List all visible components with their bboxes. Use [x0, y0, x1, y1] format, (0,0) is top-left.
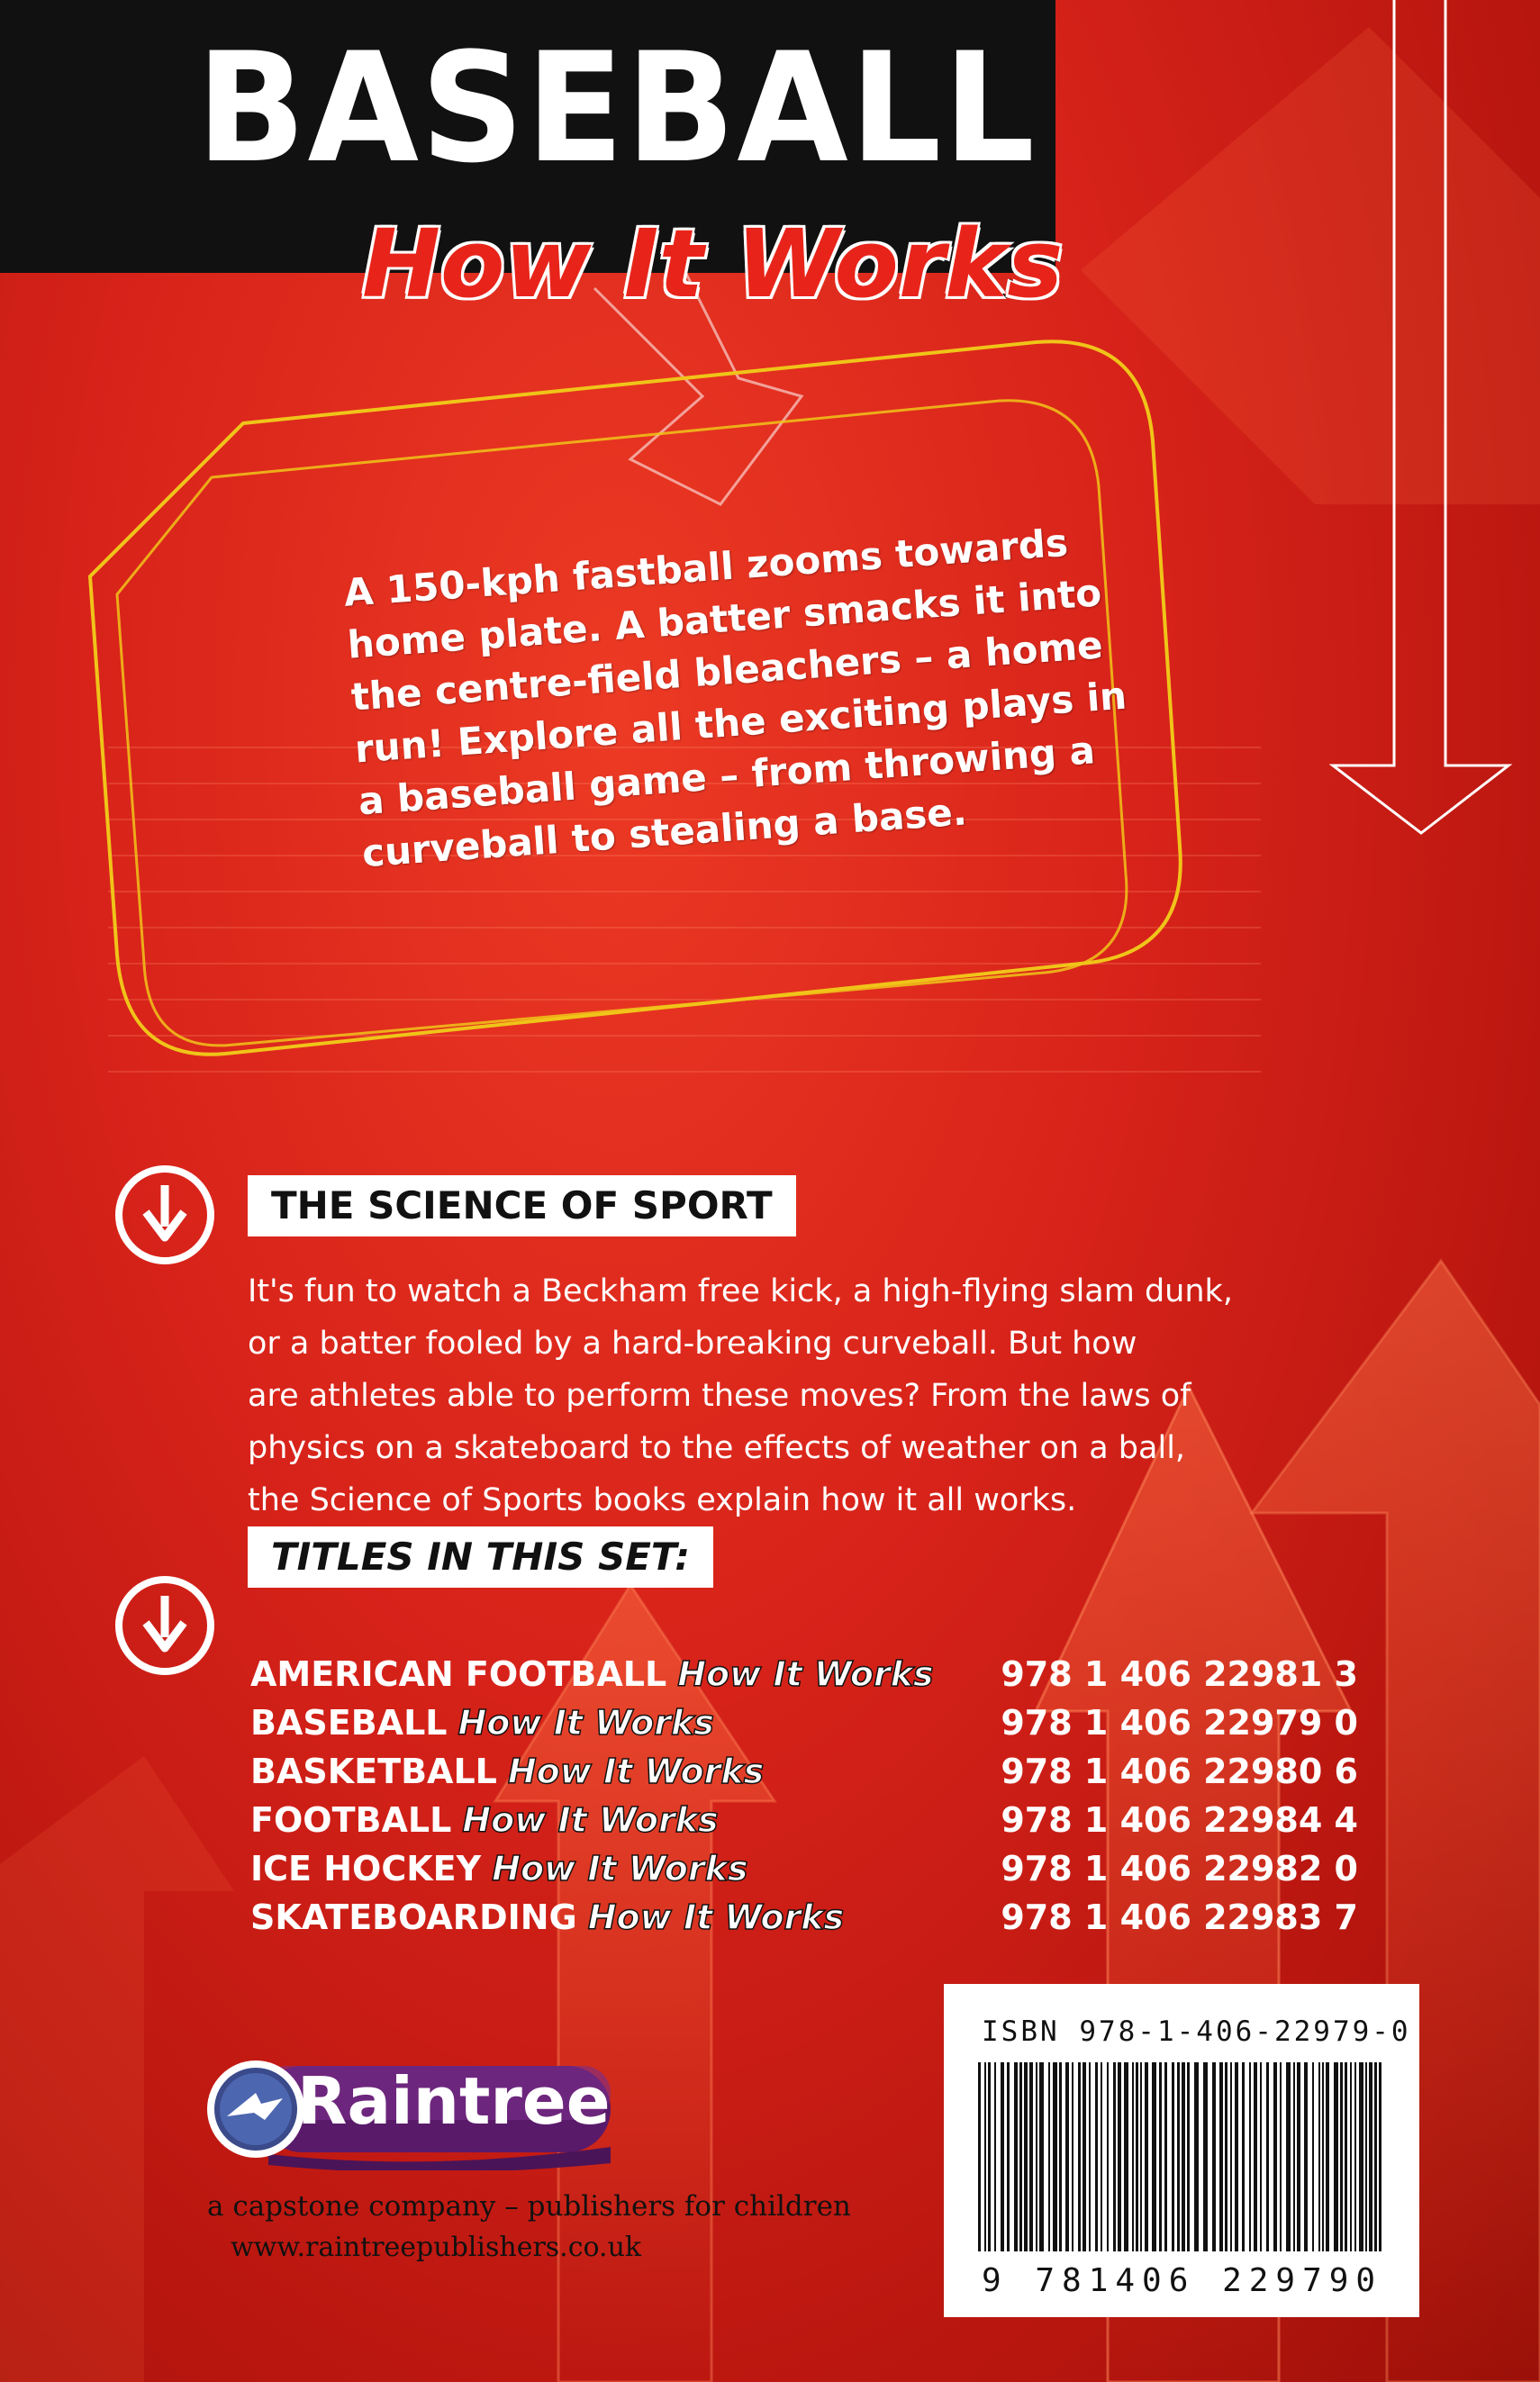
- barcode-bar: [1024, 2062, 1028, 2251]
- barcode-bar: [1072, 2062, 1073, 2251]
- barcode-bar: [1029, 2062, 1033, 2251]
- barcode-bar: [1304, 2062, 1308, 2251]
- title-name: FOOTBALL: [250, 1800, 452, 1840]
- barcode-bar: [1359, 2062, 1363, 2251]
- title-series: How It Works: [677, 1654, 934, 1694]
- barcode-bar: [1354, 2062, 1356, 2251]
- barcode-bar: [1083, 2062, 1086, 2251]
- barcode-bar: [1286, 2062, 1291, 2251]
- barcode-bar: [1194, 2062, 1199, 2251]
- publisher-url[interactable]: www.raintreepublishers.co.uk: [231, 2232, 642, 2263]
- barcode-bar: [1326, 2062, 1329, 2251]
- barcode-bar: [1113, 2062, 1116, 2251]
- title-series: How It Works: [587, 1897, 845, 1937]
- title-name: AMERICAN FOOTBALL: [250, 1654, 667, 1694]
- barcode-bar: [1230, 2062, 1232, 2251]
- barcode-bar: [1219, 2062, 1223, 2251]
- barcode-bar: [1334, 2062, 1338, 2251]
- barcode-bar: [1053, 2062, 1057, 2251]
- science-line: or a batter fooled by a hard-breaking curveball. But how: [248, 1326, 1137, 1362]
- title-name: BASEBALL: [250, 1703, 448, 1743]
- title-isbn: 978 1 406 22984 4: [1001, 1800, 1358, 1840]
- title-isbn: 978 1 406 22980 6: [1001, 1752, 1358, 1791]
- barcode-bar: [1260, 2062, 1262, 2251]
- science-heading: THE SCIENCE OF SPORT: [248, 1175, 796, 1236]
- barcode-bar: [1118, 2062, 1121, 2251]
- science-line: physics on a skateboard to the effects of weather on a ball,: [248, 1430, 1186, 1466]
- title-row: [250, 1844, 1358, 1893]
- barcode-bar: [1095, 2062, 1098, 2251]
- barcode-bar: [1318, 2062, 1320, 2251]
- science-line: are athletes able to perform these moves? From the laws of: [248, 1378, 1191, 1414]
- book-title: BASEBALL: [196, 20, 1037, 196]
- title-isbn: 978 1 406 22981 3: [1001, 1654, 1358, 1694]
- barcode-bar: [1340, 2062, 1343, 2251]
- barcode-bar: [1345, 2062, 1347, 2251]
- science-line: the Science of Sports books explain how it all works.: [248, 1482, 1077, 1518]
- barcode-bar: [1182, 2062, 1185, 2251]
- barcode-bar: [1312, 2062, 1314, 2251]
- barcode-bar: [1365, 2062, 1367, 2251]
- title-isbn: 978 1 406 22983 7: [1001, 1897, 1358, 1937]
- title-row: [250, 1698, 1358, 1747]
- barcode-bar: [978, 2062, 981, 2251]
- publisher-tagline: a capstone company – publishers for children: [207, 2190, 851, 2223]
- barcode-bar: [1203, 2062, 1208, 2251]
- barcode-bar: [1164, 2062, 1167, 2251]
- barcode-bar: [1059, 2062, 1062, 2251]
- barcode-bar: [988, 2062, 991, 2251]
- barcode-bar: [1132, 2062, 1134, 2251]
- title-series: How It Works: [462, 1800, 719, 1840]
- title-row: [250, 1893, 1358, 1942]
- barcode-bar: [1280, 2062, 1282, 2251]
- barcode-bar: [1249, 2062, 1251, 2251]
- barcode-number: 9 781406 229790: [982, 2262, 1383, 2299]
- barcode-bar: [1007, 2062, 1010, 2251]
- barcode-bar: [1369, 2062, 1372, 2251]
- title-row: [250, 1796, 1358, 1844]
- isbn-label: ISBN 978-1-406-22979-0: [982, 2015, 1411, 2048]
- titles-list: [250, 1650, 1358, 1942]
- barcode-bar: [1145, 2062, 1148, 2251]
- barcode-bar: [1225, 2062, 1227, 2251]
- title-name: BASKETBALL: [250, 1752, 497, 1791]
- barcode-bar: [1293, 2062, 1295, 2251]
- barcode-bar: [1048, 2062, 1050, 2251]
- barcode-bar: [1212, 2062, 1216, 2251]
- barcode-bar: [1242, 2062, 1245, 2251]
- science-line: It's fun to watch a Beckham free kick, a high-flying slam dunk,: [248, 1273, 1233, 1309]
- title-isbn: 978 1 406 22982 0: [1001, 1849, 1358, 1888]
- barcode-bar: [1065, 2062, 1069, 2251]
- barcode-bar: [1374, 2062, 1377, 2251]
- barcode-bar: [1273, 2062, 1277, 2251]
- barcode-bar: [1107, 2062, 1109, 2251]
- barcode-bar: [1350, 2062, 1352, 2251]
- title-isbn: 978 1 406 22979 0: [1001, 1703, 1358, 1743]
- barcode-bar: [1019, 2062, 1022, 2251]
- barcode-bar: [1297, 2062, 1300, 2251]
- title-series: How It Works: [492, 1849, 748, 1888]
- barcode-bar: [1014, 2062, 1018, 2251]
- barcode-bar: [1089, 2062, 1091, 2251]
- down-arrow-circle-icon: [115, 1165, 214, 1264]
- blurb-text: A 150-kph fastball zooms towards home plate. A batter smacks it into the centre-field bleachers – a home run! Explore all the exciting plays in a baseball game – from throwing a curveball to stealing a base.: [342, 520, 1128, 876]
- barcode-bar: [984, 2062, 986, 2251]
- barcode-bar: [1379, 2062, 1381, 2251]
- barcode-bars: [974, 2062, 1389, 2260]
- barcode-bar: [1266, 2062, 1269, 2251]
- barcode-bar: [1101, 2062, 1102, 2251]
- title-series: How It Works: [507, 1752, 765, 1791]
- barcode-bar: [1172, 2062, 1174, 2251]
- titles-heading: TITLES IN THIS SET:: [248, 1526, 713, 1588]
- barcode-bar: [1187, 2062, 1190, 2251]
- barcode-bar: [1001, 2062, 1004, 2251]
- barcode-bar: [1254, 2062, 1257, 2251]
- barcode-bar: [1177, 2062, 1180, 2251]
- barcode-bar: [1124, 2062, 1128, 2251]
- barcode-bar: [1152, 2062, 1156, 2251]
- barcode-bar: [1159, 2062, 1162, 2251]
- barcode-bar: [1036, 2062, 1037, 2251]
- barcode-bar: [1039, 2062, 1044, 2251]
- title-name: ICE HOCKEY: [250, 1849, 482, 1888]
- title-name: SKATEBOARDING: [250, 1897, 577, 1937]
- down-arrow-circle-icon: [115, 1576, 214, 1675]
- barcode-bar: [1322, 2062, 1324, 2251]
- science-description: [248, 1265, 1283, 1526]
- barcode-bar: [1136, 2062, 1138, 2251]
- barcode-bar: [1140, 2062, 1142, 2251]
- raintree-logo-text: Raintree: [297, 2063, 611, 2139]
- barcode-bar: [994, 2062, 996, 2251]
- title-row: [250, 1747, 1358, 1796]
- title-row: [250, 1650, 1358, 1698]
- book-subtitle: How It Works: [362, 209, 1064, 319]
- barcode-bar: [1235, 2062, 1238, 2251]
- title-series: How It Works: [457, 1703, 714, 1743]
- barcode-bar: [1078, 2062, 1081, 2251]
